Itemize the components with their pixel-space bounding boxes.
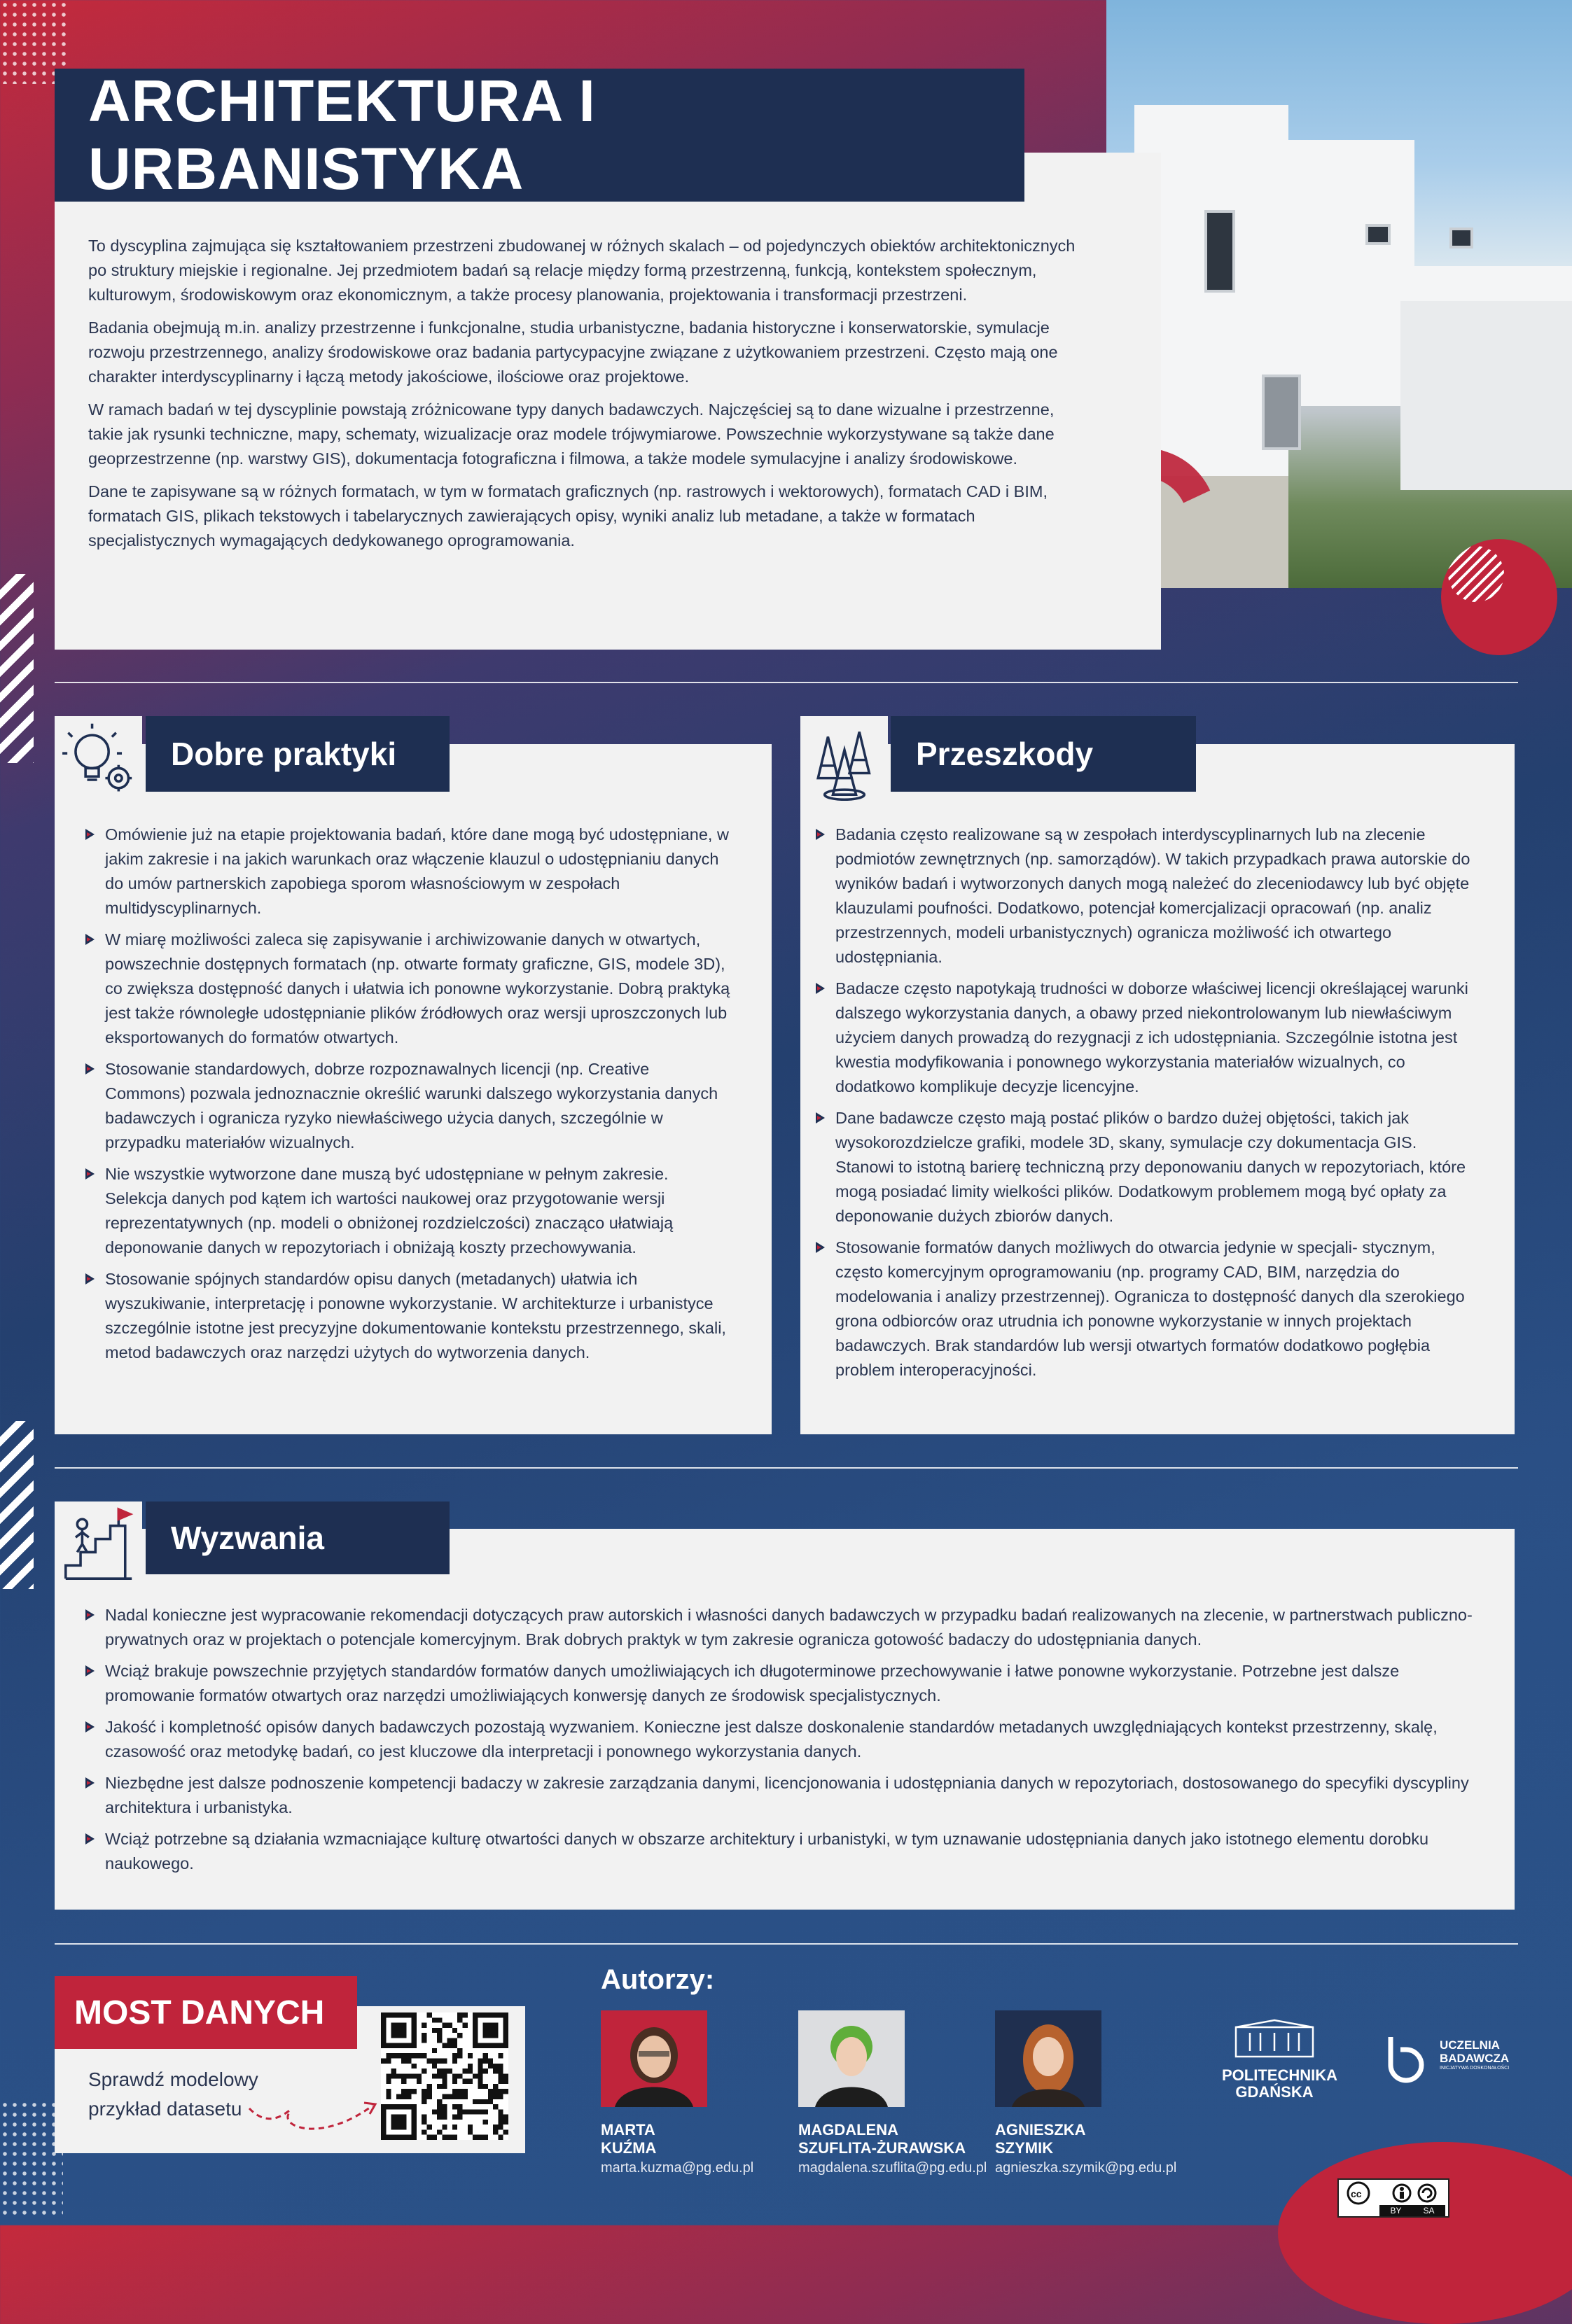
cc-by-label: BY <box>1390 2206 1402 2216</box>
decorative-slashes <box>0 574 34 763</box>
logo-text: UCZELNIA <box>1440 2038 1500 2052</box>
dataset-link-text[interactable]: Sprawdź modelowy przykład datasetu <box>88 2068 258 2120</box>
avatar <box>798 2010 905 2107</box>
cc-license-badge <box>1337 2178 1449 2218</box>
page-title: ARCHITEKTURA I URBANISTYKA <box>88 68 596 202</box>
list-item: Wciąż brakuje powszechnie przyjętych standardów formatów danych umożliwiających ich długoterminowe przechowywanie i łatwe ponowne wykorzystanie. Potrzebne jest dalsze promowanie formatów otwartych oraz narzędzi umożliwiających konwersję danych ze środowisk specjalistycznych. <box>84 1659 1482 1708</box>
good-practices-panel <box>55 744 772 1434</box>
logo-text: INICJATYWA DOSKONAŁOŚCI <box>1440 2066 1510 2071</box>
uczelnia-badawcza-logo <box>1381 2030 1521 2093</box>
decorative-circle <box>1441 539 1557 655</box>
decorative-shape <box>1278 2142 1572 2324</box>
list-item: W miarę możliwości zaleca się zapisywanie i archiwizowanie danych w otwartych, powszechnie dostępnych formatach (np. otwarte formaty graficzne, GIS, modele 3D), co zwiększa dostępność danych i ułatwia ich ponowne wykorzystanie. Dobrą praktyką jest także równoległe udostępnianie plików źródłowych oraz wersji uproszczonych lub eksportowanych do formatów otwartych. <box>84 927 732 1050</box>
author-name: AGNIESZKA SZYMIK <box>995 2121 1086 2157</box>
lightbulb-gear-icon <box>55 716 142 807</box>
obstacles-panel <box>800 744 1515 1434</box>
decorative-slashes <box>0 1421 34 1589</box>
logo-text: GDAŃSKA <box>1235 2083 1314 2101</box>
decorative-dots-bottom <box>0 2100 63 2219</box>
list-item: Stosowanie spójnych standardów opisu danych (metadanych) ułatwia ich wyszukiwanie, interpretację i ponowne wykorzystanie. W architekturze i urbanistyce szczególnie istotne jest precyzyjne dokumentowanie kontekstu przestrzennego, skali, metod badawczych oraz narzędzi użytych do wytworzenia danych. <box>84 1267 732 1365</box>
list-item: Omówienie już na etapie projektowania badań, które dane mogą być udostępniane, w jakim zakresie i na jakich warunkach oraz włączenie klauzul o udostępnianiu danych do umów partnerskich zapobiega sporom własnościowym w zespołach multidyscyplinarnych. <box>84 822 732 920</box>
challenges-panel <box>55 1529 1515 1910</box>
dashed-arrow <box>246 2093 380 2142</box>
challenges-title: Wyzwania <box>146 1502 450 1574</box>
section-divider <box>55 682 1518 683</box>
logo-text: POLITECHNIKA <box>1222 2066 1337 2084</box>
intro-paragraph: Badania obejmują m.in. analizy przestrzenne i funkcjonalne, studia urbanistyczne, badania historyczne i konserwatorskie, symulacje rozwoju przestrzennego, analizy środowiskowe oraz badania partycypacyjne związane z użytkowaniem przestrzeni. Często mają one charakter interdyscyplinarny i łączą metody jakościowe, ilościowe oraz projektowe. <box>88 318 1058 386</box>
list-item: Stosowanie standardowych, dobrze rozpoznawalnych licencji (np. Creative Commons) pozwala jednoznacznie określić warunki dalszego wykorzystania danych badawczych i ogranicza ryzyko niewłaściwego użycia danych, szczególnie w przypadku materiałów wizualnych. <box>84 1057 732 1155</box>
list-item: Wciąż potrzebne są działania wzmacniające kulturę otwartości danych w obszarze architektury i urbanistyki, w tym uznawanie udostępniania danych jako istotnego elementu dorobku naukowego. <box>84 1827 1482 1876</box>
author-name: MAGDALENA SZUFLITA-ŻURAWSKA <box>798 2121 966 2157</box>
stairs-flag-icon <box>55 1502 142 1589</box>
list-item: Niezbędne jest dalsze podnoszenie kompetencji badaczy w zakresie zarządzania danymi, licencjonowania i udostępniania danych w repozytoriach, dostosowanego do specyfiki dyscypliny architektura i urbanistyka. <box>84 1771 1482 1820</box>
intro-panel <box>55 153 1161 650</box>
list-item: Stosowanie formatów danych możliwych do otwarcia jedynie w specjali- stycznym, często komercyjnym oprogramowaniu (np. programy CAD, BIM, narzędzia do modelowania i analizy przestrzennej). Ogranicza to dostępność danych dla szerokiego grona odbiorców oraz utrudnia ich ponowne wykorzystanie w innych projektach badawczych. Brak standardów lub wersji otwartych formatów dodatkowo pogłębia problem interoperacyjności. <box>814 1236 1475 1382</box>
most-danych-title: MOST DANYCH <box>55 1976 357 2049</box>
obstacles-title: Przeszkody <box>891 716 1196 792</box>
section-divider <box>55 1467 1518 1469</box>
page-title-box <box>55 69 1024 202</box>
good-practices-title: Dobre praktyki <box>146 716 450 792</box>
qr-code[interactable] <box>381 2012 508 2140</box>
list-item: Dane badawcze często mają postać plików o bardzo dużej objętości, takich jak wysokorozdzielcze grafiki, modele 3D, skany, symulacje czy dokumentacja GIS. Stanowi to istotną barierę techniczną przy deponowaniu danych w repozytoriach, które mogą posiadać limity wielkości plików. Dodatkowym problemem mogą być opłaty za deponowanie dużych zbiorów danych. <box>814 1106 1475 1228</box>
intro-paragraph: Dane te zapisywane są w różnych formatach, w tym w formatach graficznych (np. rastrowych i wektorowych), formatach CAD i BIM, formatach GIS, plikach tekstowych i tabelarycznych zawierających opisy, wyniki analiz lub metadane, a także w formatach specjalistycznych wymagających dedykowanego oprogramowania. <box>88 482 1048 550</box>
authors-label: Autorzy: <box>601 1964 715 1995</box>
list-item: Jakość i kompletność opisów danych badawczych pozostają wyzwaniem. Konieczne jest dalsze doskonalenie standardów metadanych uwzględniających kontekst przestrzenny, skalę, czasowość oraz metodykę badań, co jest kluczowe dla interpretacji i ponownego wykorzystania danych. <box>84 1715 1482 1764</box>
politechnika-gdanska-logo <box>1222 2019 1337 2101</box>
author-email[interactable]: agnieszka.szymik@pg.edu.pl <box>995 2160 1177 2176</box>
cc-sa-label: SA <box>1423 2206 1435 2216</box>
avatar <box>601 2010 707 2107</box>
author-email[interactable]: magdalena.szuflita@pg.edu.pl <box>798 2160 987 2176</box>
traffic-cones-icon <box>800 716 888 807</box>
svg-text:cc: cc <box>1351 2188 1362 2199</box>
section-divider <box>55 1943 1518 1945</box>
intro-paragraph: W ramach badań w tej dyscyplinie powstają zróżnicowane typy danych badawczych. Najczęściej są to dane wizualne i przestrzenne, takie jak rysunki techniczne, mapy, schematy, wizualizacje oraz modele trójwymiarowe. Powszechnie wykorzystywane są także dane geoprzestrzenne (np. warstwy GIS), dokumentacja fotograficzna i filmowa, a także modele symulacyjne i analizy środowiskowe. <box>88 400 1055 468</box>
list-item: Nadal konieczne jest wypracowanie rekomendacji dotyczących praw autorskich i własności danych badawczych w przypadku badań realizowanych na zlecenie, w partnerstwach publiczno-prywatnych oraz w projektach o potencjale komercyjnym. Brak dobrych praktyk w tym zakresie ogranicza gotowość badaczy do udostępniania danych. <box>84 1603 1482 1652</box>
list-item: Badacze często napotykają trudności w doborze właściwej licencji określającej warunki dalszego wykorzystania danych, a obawy przed niekontrolowanym lub niewłaściwym użyciem danych prowadzą do rezygnacji z ich udostępniania. Szczególnie istotna jest kwestia modyfikowania i ponownego wykorzystania materiałów wizualnych, co dodatkowo komplikuje decyzje licencyjne. <box>814 976 1475 1099</box>
list-item: Nie wszystkie wytworzone dane muszą być udostępniane w pełnym zakresie. Selekcja danych pod kątem ich wartości naukowej oraz przygotowanie wersji reprezentatywnych (np. modeli o obniżonej rozdzielczości) znacząco ułatwiają deponowanie danych w repozytoriach i obniżają koszty przechowywania. <box>84 1162 732 1260</box>
intro-paragraph: To dyscyplina zajmująca się kształtowaniem przestrzeni zbudowanej w różnych skalach – od pojedynczych obiektów architektonicznych po struktury miejskie i regionalne. Jej przedmiotem badań są relacje między formą przestrzenną, funkcją, kontekstem społecznym, kulturowym, środowiskowym oraz ekonomicznym, a także procesy planowania, projektowania i transformacji przestrzeni. <box>88 237 1076 304</box>
list-item: Badania często realizowane są w zespołach interdyscyplinarnych lub na zlecenie podmiotów zewnętrznych (np. samorządów). W takich przypadkach prawa autorskie do wyników badań i wytworzonych danych mogą należeć do zleceniodawcy lub być objęte klauzulami poufności. Dodatkowo, potencjał komercjalizacji opracowań (np. analiz przestrzennych, modeli urbanistycznych) ogranicza możliwość ich otwartego udostępniania. <box>814 822 1475 969</box>
avatar <box>995 2010 1101 2107</box>
author-name: MARTA KUŹMA <box>601 2121 657 2157</box>
author-email[interactable]: marta.kuzma@pg.edu.pl <box>601 2160 754 2176</box>
logo-text: BADAWCZA <box>1440 2052 1510 2065</box>
